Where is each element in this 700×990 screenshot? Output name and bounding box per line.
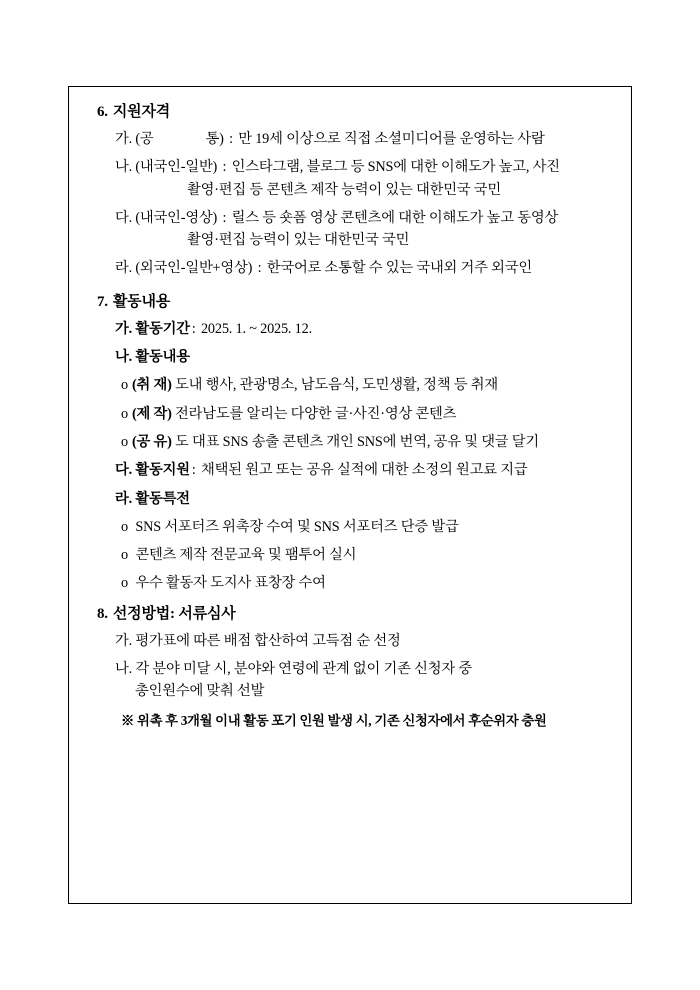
document-content xyxy=(91,105,609,730)
section-8-title xyxy=(91,607,609,622)
item-bold-label-benefits: 활동특전 xyxy=(135,490,190,507)
section-7-title xyxy=(91,295,609,310)
qualification-item-ra xyxy=(91,259,609,278)
section-6-title xyxy=(91,105,609,120)
item-text-ga: 만 19세 이상으로 직접 소셜미디어를 운영하는 사람 xyxy=(238,131,545,147)
item-label-ra: 라. xyxy=(115,260,132,277)
item-text-ra: 한국어로 소통할 수 있는 국내외 거주 외국인 xyxy=(266,260,532,277)
activity-item-da xyxy=(91,461,609,480)
section-qualifications xyxy=(91,105,609,279)
item-sep-ra: : xyxy=(257,260,262,277)
section-7-heading: 활동내용 xyxy=(112,293,171,310)
bullet-tag-chwijae: (취 재) xyxy=(131,377,172,394)
activity-bullet-jejak xyxy=(91,405,609,424)
item-text-support: 채택된 원고 또는 공유 실적에 대한 소정의 원고료 지급 xyxy=(200,462,528,479)
item-text-da: 릴스 등 숏폼 영상 콘텐츠에 대한 이해도가 높고 동영상 xyxy=(231,209,559,226)
item-label-na: 나. xyxy=(115,159,132,176)
benefit-bullet-award xyxy=(91,574,609,593)
bullet-mark: o xyxy=(121,518,128,535)
item-label-da: 다. xyxy=(115,209,132,226)
section-selection-method xyxy=(91,607,609,730)
item-bold-label-content: 활동내용 xyxy=(135,349,190,366)
item-bold-label-support: 활동지원 xyxy=(135,462,190,479)
bullet-text-gongyu: 도 대표 SNS 송출 콘텐츠 개인 SNS에 번역, 공유 및 댓글 달기 xyxy=(175,433,540,450)
item-sep-support: : xyxy=(191,462,196,479)
qualification-item-na xyxy=(91,158,609,177)
item-label-ra-7: 라. xyxy=(115,490,132,507)
section-8-sep: : xyxy=(170,605,175,622)
activity-item-ga xyxy=(91,320,609,339)
activity-bullet-chwijae xyxy=(91,376,609,395)
selection-item-na-continued: 총인원수에 맞춰 선발 xyxy=(135,683,265,700)
item-sep-na: : xyxy=(222,159,227,176)
item-text-period: 2025. 1. ~ 2025. 12. xyxy=(200,320,312,337)
item-paren-ra: (외국인-일반+영상) xyxy=(135,260,253,277)
activity-item-na xyxy=(91,348,609,367)
benefit-bullet-certificate xyxy=(91,518,609,537)
item-paren-da: (내국인-영상) xyxy=(135,209,218,226)
item-label-ga-8: 가. xyxy=(115,632,132,649)
section-8-number: 8. xyxy=(97,605,108,622)
bullet-mark: o xyxy=(121,405,128,422)
item-paren-open-ga: (공 xyxy=(135,131,154,147)
bullet-mark: o xyxy=(121,377,128,394)
bullet-tag-gongyu: (공 유) xyxy=(131,433,172,450)
item-text-na-8: 각 분야 미달 시, 분야와 연령에 관계 없이 기존 신청자 중 xyxy=(135,661,472,678)
section-7-number: 7. xyxy=(97,293,108,310)
benefit-bullet-education xyxy=(91,546,609,565)
qualification-item-na-continued: 촬영·편집 등 콘텐츠 제작 능력이 있는 대한민국 국민 xyxy=(187,181,502,198)
bullet-tag-jejak: (제 작) xyxy=(131,405,172,422)
item-label-na-7: 나. xyxy=(115,349,132,366)
item-label-da-7: 다. xyxy=(115,462,132,479)
item-sep-da: : xyxy=(222,209,227,226)
item-text-na: 인스타그램, 블로그 등 SNS에 대한 이해도가 높고, 사진 xyxy=(231,159,560,176)
benefit-text-certificate: SNS 서포터즈 위촉장 수여 및 SNS 서포터즈 단증 발급 xyxy=(135,518,459,535)
item-paren-na: (내국인-일반) xyxy=(135,159,218,176)
bullet-mark: o xyxy=(121,547,128,564)
activity-bullet-gongyu xyxy=(91,433,609,452)
bullet-mark: o xyxy=(121,433,128,450)
item-text-ga-8: 평가표에 따른 배점 합산하여 고득점 순 선정 xyxy=(135,632,401,649)
document-frame xyxy=(68,86,632,904)
qualification-item-da-continued: 촬영·편집 능력이 있는 대한민국 국민 xyxy=(187,232,410,249)
section-6-number: 6. xyxy=(97,104,108,120)
section-8-tail: 서류심사 xyxy=(178,605,236,622)
bullet-mark: o xyxy=(121,575,128,592)
activity-item-ra xyxy=(91,490,609,509)
bullet-text-jejak: 전라남도를 알리는 다양한 글·사진·영상 콘텐츠 xyxy=(175,405,457,422)
item-bold-label-period: 활동기간 xyxy=(135,320,190,337)
item-paren-close-ga: 통) xyxy=(205,131,224,147)
selection-note: ※ 위촉 후 3개월 이내 활동 포기 인원 발생 시, 기존 신청자에서 후순위자 충원 xyxy=(121,712,547,728)
item-sep-period: : xyxy=(191,320,196,337)
item-label-ga-7: 가. xyxy=(115,320,132,337)
qualification-item-ga xyxy=(91,130,609,149)
section-6-heading: 지원자격 xyxy=(112,104,171,120)
section-activities xyxy=(91,295,609,594)
item-sep-ga: : xyxy=(229,131,233,147)
selection-item-ga xyxy=(91,632,609,651)
section-8-heading: 선정방법 xyxy=(112,605,171,622)
benefit-text-education: 콘텐츠 제작 전문교육 및 팸투어 실시 xyxy=(135,547,357,564)
item-label-ga: 가. xyxy=(115,131,132,147)
selection-item-na xyxy=(91,660,609,679)
item-label-na-8: 나. xyxy=(115,661,132,678)
benefit-text-award: 우수 활동자 도지사 표창장 수여 xyxy=(135,575,326,592)
bullet-text-chwijae: 도내 행사, 관광명소, 남도음식, 도민생활, 정책 등 취재 xyxy=(175,377,498,394)
qualification-item-da xyxy=(91,209,609,228)
